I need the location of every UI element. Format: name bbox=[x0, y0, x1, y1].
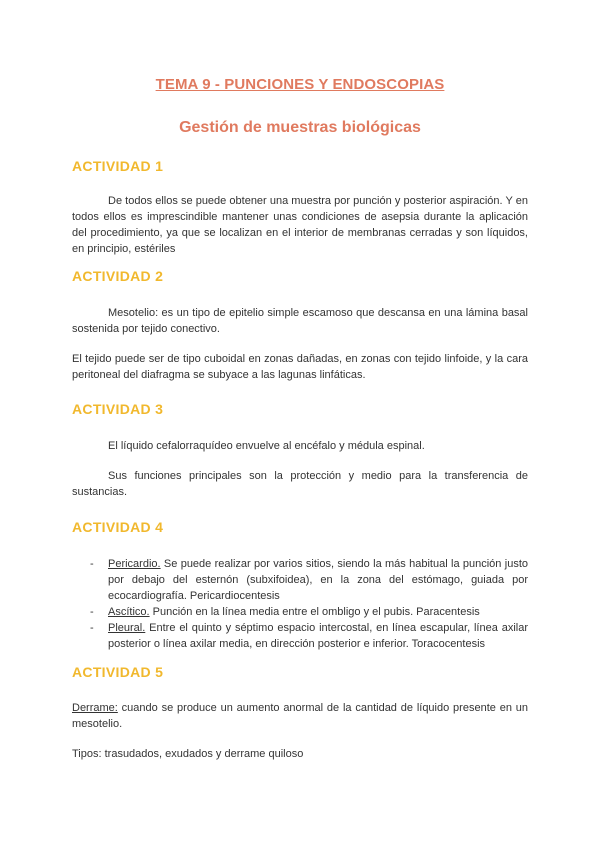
definition-text: cuando se produce un aumento anormal de la cantidad de líquido presente en un mesotelio. bbox=[72, 702, 528, 730]
activity-3-paragraph-2: Sus funciones principales son la protección y medio para la transferencia de sustancias. bbox=[72, 470, 528, 498]
list-item-term: Pleural. bbox=[108, 622, 146, 634]
list-item bbox=[72, 620, 528, 652]
list-bullet: - bbox=[90, 606, 94, 618]
list-item bbox=[72, 604, 528, 620]
activity-2-paragraph-2: El tejido puede ser de tipo cuboidal en zonas dañadas, en zonas con tejido linfoide, y la cara peritoneal del diafragma se subyace a las lagunas linfáticas. bbox=[72, 353, 528, 381]
activity-5-definition bbox=[72, 700, 528, 732]
definition-term: Derrame: bbox=[72, 702, 118, 714]
list-bullet: - bbox=[90, 622, 94, 634]
activity-2-paragraph-1: Mesotelio: es un tipo de epitelio simple escamoso que descansa en una lámina basal sostenida por tejido conectivo. bbox=[72, 307, 528, 335]
list-item-term: Pericardio. bbox=[108, 558, 161, 570]
list-item-text: Se puede realizar por varios sitios, siendo la más habitual la punción justo por debajo del esternón (subxifoidea), en la zona del estómago, guiada por ecocardiografía. Pericardiocentesis bbox=[108, 558, 528, 602]
list-item-term: Ascítico. bbox=[108, 606, 150, 618]
page-subtitle: Gestión de muestras biológicas bbox=[179, 119, 421, 136]
list-item bbox=[72, 556, 528, 604]
activity-5-heading: ACTIVIDAD 5 bbox=[72, 664, 164, 680]
activity-3-heading: ACTIVIDAD 3 bbox=[72, 401, 164, 417]
puncture-sites-list bbox=[72, 556, 528, 652]
list-bullet: - bbox=[90, 558, 94, 570]
list-item-text: Entre el quinto y séptimo espacio intercostal, en línea escapular, línea axilar posterior o línea axilar media, en dirección posterior e inferior. Toracocentesis bbox=[108, 622, 528, 650]
activity-4-heading: ACTIVIDAD 4 bbox=[72, 519, 164, 535]
page-title: TEMA 9 - PUNCIONES Y ENDOSCOPIAS bbox=[155, 76, 445, 93]
activity-2-heading: ACTIVIDAD 2 bbox=[72, 268, 164, 284]
activity-5-paragraph: Tipos: trasudados, exudados y derrame quiloso bbox=[72, 748, 304, 760]
activity-1-paragraph: De todos ellos se puede obtener una muestra por punción y posterior aspiración. Y en todos ellos es imprescindible mantener unas condiciones de asepsia durante la aplicación del procedimiento, ya que se localizan en el interior de membranas cerradas y son líquidos, en principio, estériles bbox=[72, 195, 528, 255]
activity-3-paragraph-1: El líquido cefalorraquídeo envuelve al encéfalo y médula espinal. bbox=[108, 440, 425, 452]
activity-1-heading: ACTIVIDAD 1 bbox=[72, 158, 164, 174]
list-item-text: Punción en la línea media entre el ombligo y el pubis. Paracentesis bbox=[149, 606, 480, 618]
